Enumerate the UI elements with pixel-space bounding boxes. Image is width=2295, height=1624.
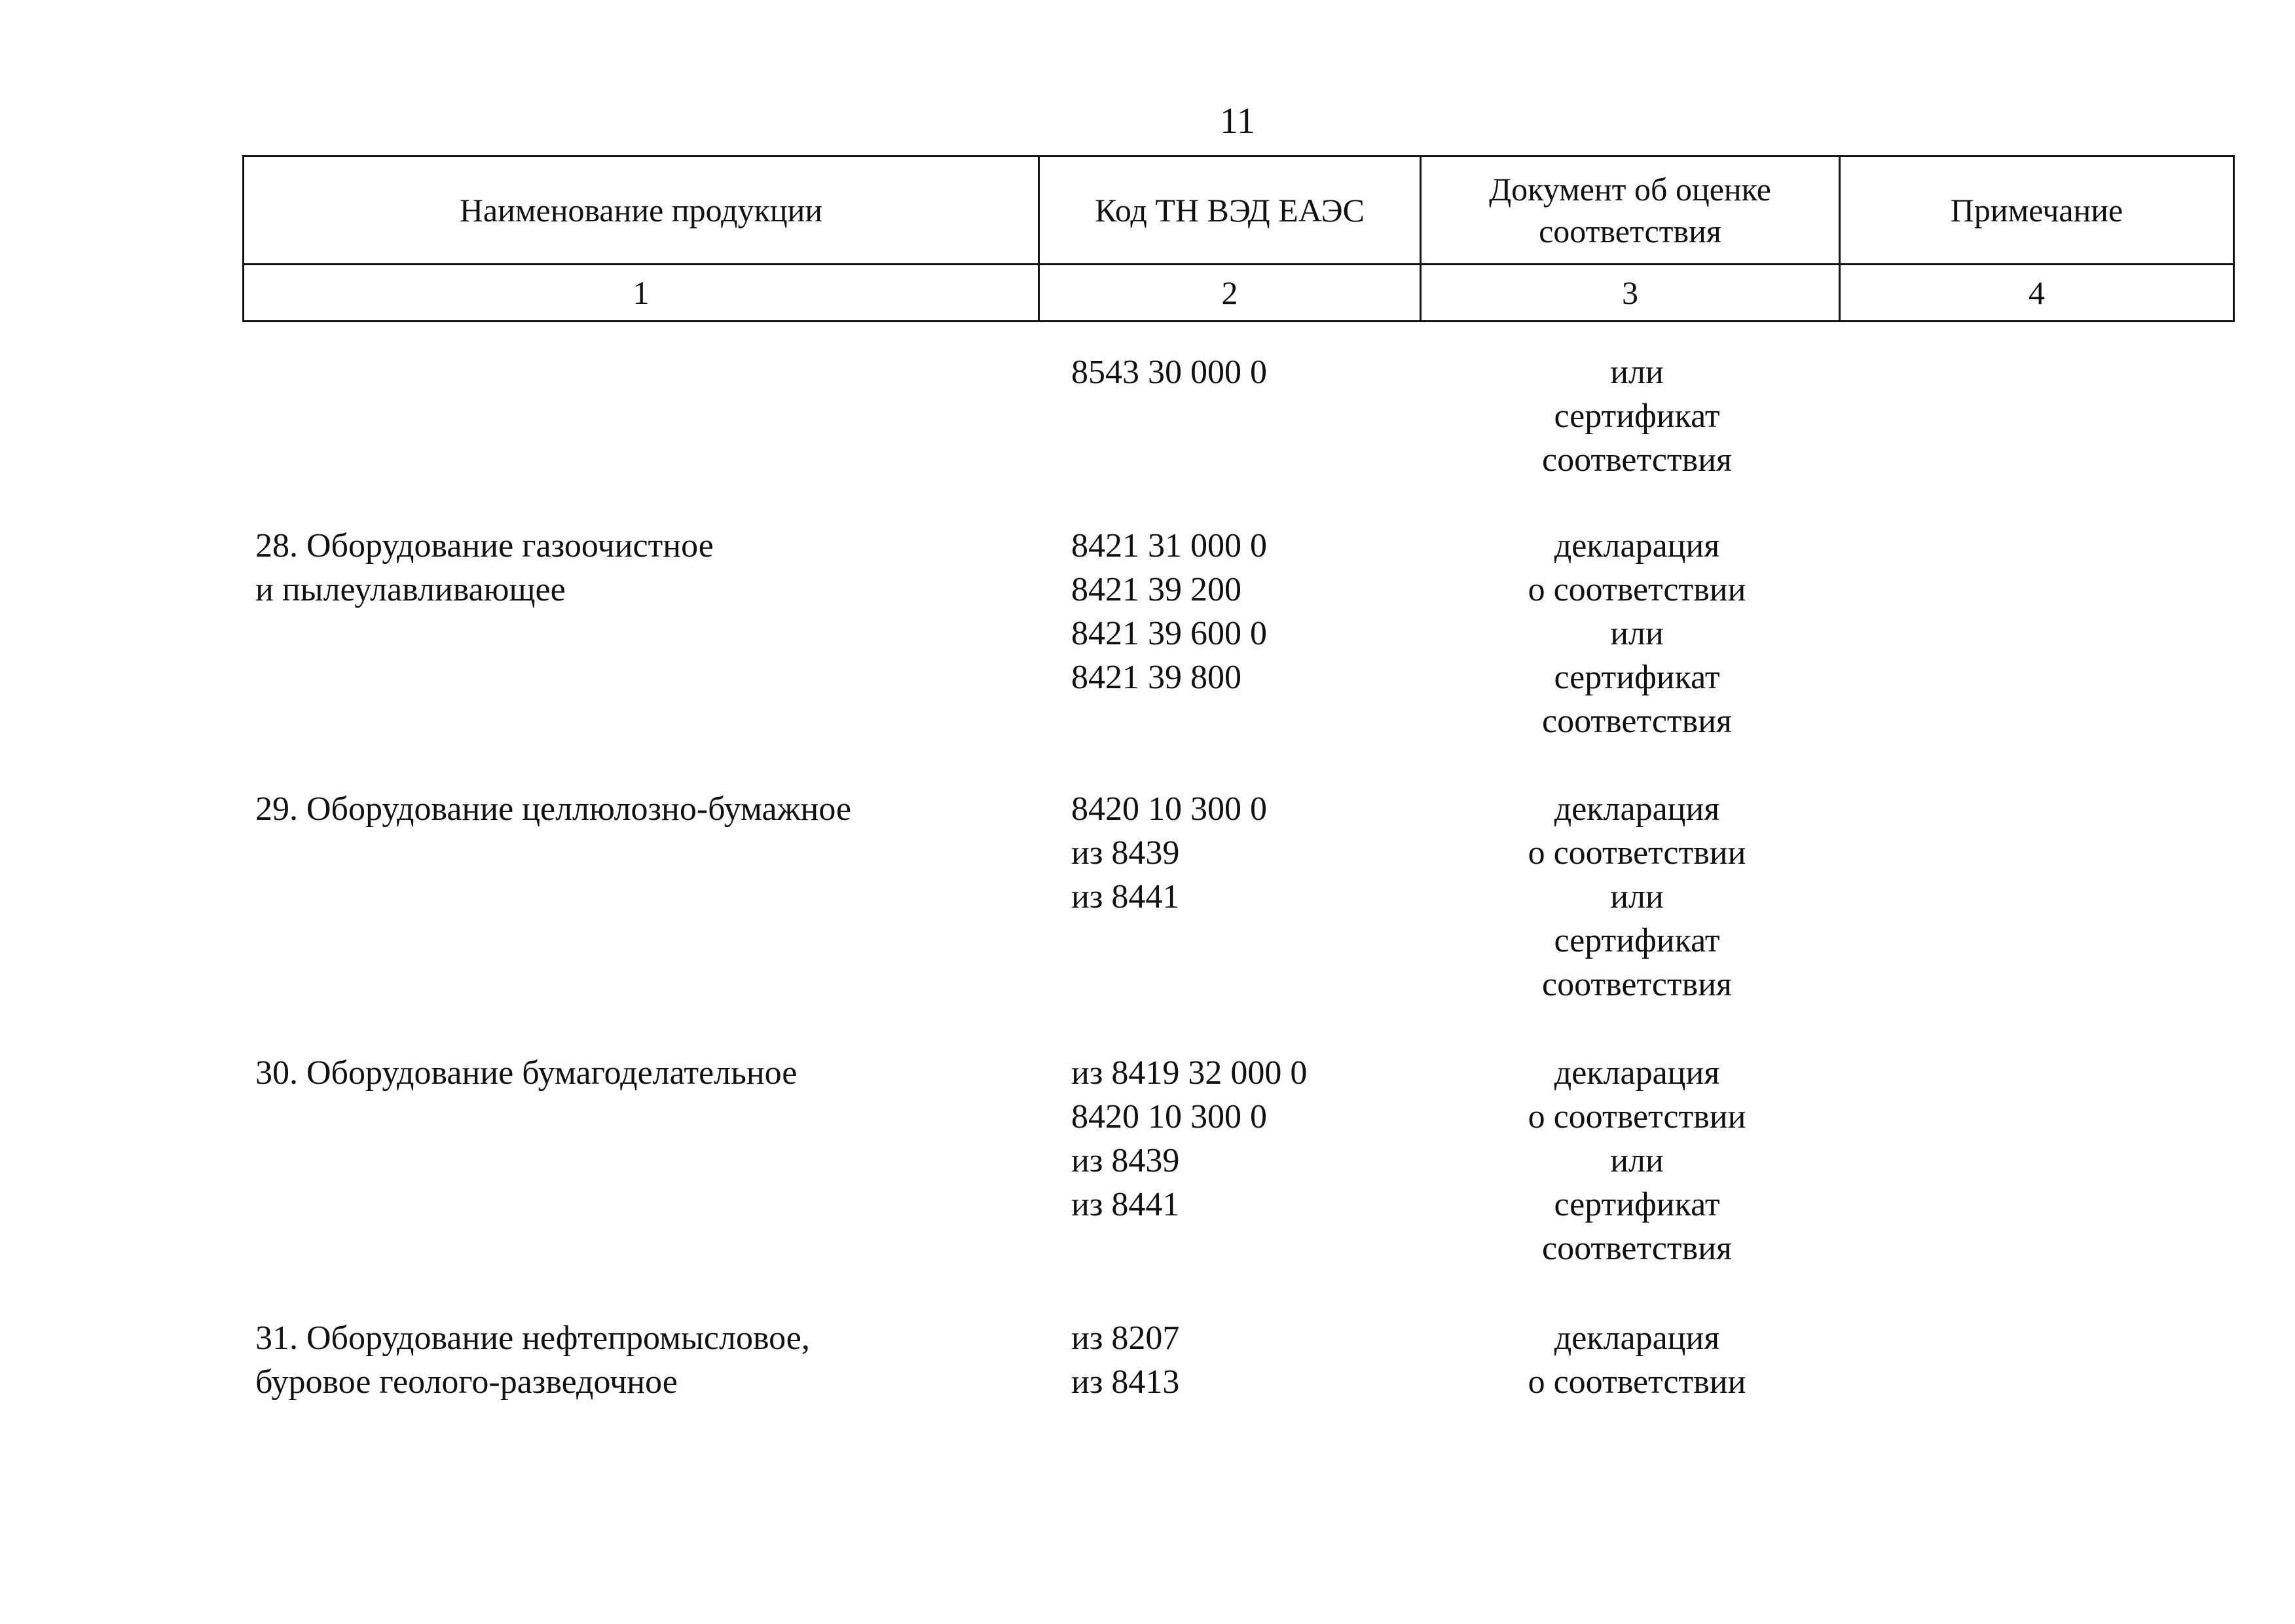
conformity-document-line: или xyxy=(1610,615,1664,652)
conformity-document-line: декларация xyxy=(1554,790,1720,828)
code-cell xyxy=(1071,787,1477,919)
conformity-document-line: декларация xyxy=(1554,527,1720,564)
conformity-document-line: о соответствии xyxy=(1528,1363,1746,1401)
product-name-cell xyxy=(255,1316,1041,1404)
conformity-document-line: декларация xyxy=(1554,1320,1720,1357)
code-cell xyxy=(1071,524,1477,699)
code-cell xyxy=(1071,350,1477,394)
conformity-document-line: или xyxy=(1610,1142,1664,1179)
code-line: 8421 31 000 0 xyxy=(1071,527,1267,564)
conformity-document-line: соответствия xyxy=(1542,966,1732,1003)
code-line: из 8207 xyxy=(1071,1320,1180,1357)
product-name-cell xyxy=(255,1051,1041,1095)
column-titles-row xyxy=(244,157,2234,265)
column-number-2: 2 xyxy=(1039,265,1421,322)
product-name-line: и пылеулавливающее xyxy=(255,571,566,608)
code-line: 8420 10 300 0 xyxy=(1071,1098,1267,1135)
conformity-document-line: сертификат xyxy=(1554,1186,1720,1223)
conformity-document-cell xyxy=(1441,524,1833,743)
product-name-line: 31. Оборудование нефтепромысловое, xyxy=(255,1320,810,1357)
conformity-document-cell xyxy=(1441,1051,1833,1270)
page-number: 11 xyxy=(1220,101,1255,141)
conformity-document-line: соответствия xyxy=(1542,703,1732,740)
code-line: 8421 39 200 xyxy=(1071,571,1241,608)
code-cell xyxy=(1071,1316,1477,1404)
column-title-product-name: Наименование продукции xyxy=(244,157,1039,265)
code-line: 8543 30 000 0 xyxy=(1071,354,1267,391)
conformity-document-line: сертификат xyxy=(1554,922,1720,959)
product-name-cell xyxy=(255,787,1041,831)
conformity-document-line: сертификат xyxy=(1554,659,1720,696)
product-name-cell xyxy=(255,524,1041,612)
code-line: 8421 39 800 xyxy=(1071,659,1241,696)
column-number-1: 1 xyxy=(244,265,1039,322)
conformity-document-line: или xyxy=(1610,878,1664,915)
conformity-document-cell xyxy=(1441,1316,1833,1404)
code-line: из 8439 xyxy=(1071,834,1180,872)
conformity-document-line: о соответствии xyxy=(1528,571,1746,608)
conformity-document-line: или xyxy=(1610,354,1664,391)
table-header xyxy=(242,155,2235,322)
product-name-line: 28. Оборудование газоочистное xyxy=(255,527,714,564)
product-name-line: буровое геолого-разведочное xyxy=(255,1363,678,1401)
conformity-document-line: соответствия xyxy=(1542,441,1732,479)
conformity-document-cell xyxy=(1441,787,1833,1006)
column-title-note: Примечание xyxy=(1840,157,2234,265)
code-cell xyxy=(1071,1051,1477,1227)
column-number-3: 3 xyxy=(1421,265,1840,322)
conformity-document-line: о соответствии xyxy=(1528,1098,1746,1135)
column-number-4: 4 xyxy=(1840,265,2234,322)
code-line: из 8413 xyxy=(1071,1363,1180,1401)
product-name-line: 29. Оборудование целлюлозно-бумажное xyxy=(255,790,852,828)
code-line: из 8441 xyxy=(1071,1186,1180,1223)
code-line: 8420 10 300 0 xyxy=(1071,790,1267,828)
code-line: из 8441 xyxy=(1071,878,1180,915)
column-title-code: Код ТН ВЭД ЕАЭС xyxy=(1039,157,1421,265)
code-line: из 8439 xyxy=(1071,1142,1180,1179)
conformity-document-cell xyxy=(1441,350,1833,482)
conformity-document-line: декларация xyxy=(1554,1054,1720,1092)
conformity-document-line: сертификат xyxy=(1554,397,1720,435)
code-line: из 8419 32 000 0 xyxy=(1071,1054,1308,1092)
conformity-document-line: о соответствии xyxy=(1528,834,1746,872)
column-title-conformity-document: Документ об оценке соответствия xyxy=(1421,157,1840,265)
product-name-line: 30. Оборудование бумагоделательное xyxy=(255,1054,798,1092)
code-line: 8421 39 600 0 xyxy=(1071,615,1267,652)
column-numbers-row xyxy=(244,265,2234,322)
conformity-document-line: соответствия xyxy=(1542,1230,1732,1267)
